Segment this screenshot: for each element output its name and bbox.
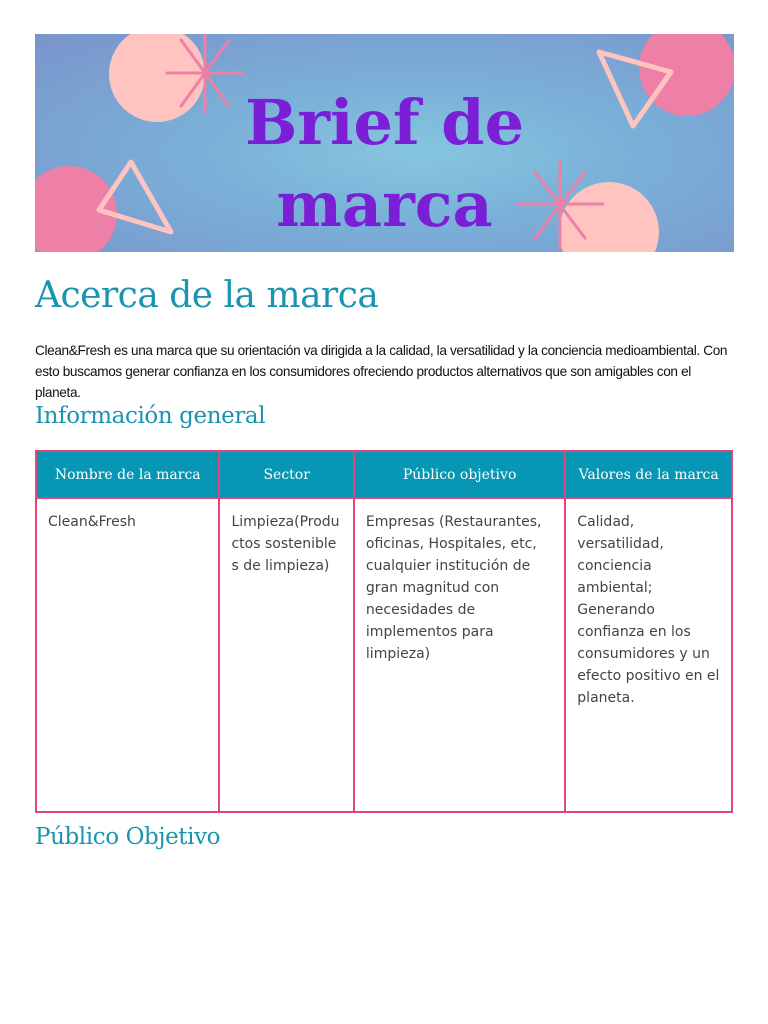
banner-title-line2: marca [276, 168, 493, 241]
table-header-row [36, 451, 732, 498]
column-header: Sector [219, 451, 353, 498]
column-header: Nombre de la marca [36, 451, 219, 498]
table-cell-brand-name: Clean&Fresh [36, 498, 219, 812]
banner-title [35, 82, 734, 246]
table-cell-target-audience: Empresas (Restaurantes, oficinas, Hospitales, etc, cualquier institución de gran magnitud con necesidades de implementos para limpieza) [354, 498, 565, 812]
intro-paragraph: Clean&Fresh es una marca que su orientación va dirigida a la calidad, la versatilidad y la conciencia medioambiental. Con esto buscamos generar confianza en los consumidores ofreciendo productos alternativos que son amigables con el planeta. [35, 343, 728, 400]
banner-title-line1: Brief de [244, 86, 525, 159]
page-title: Acerca de la marca [35, 275, 379, 316]
table-cell-brand-values: Calidad, versatilidad, conciencia ambiental; Generando confianza en los consumidores y un efecto positivo en el planeta. [565, 498, 732, 812]
column-header: Público objetivo [354, 451, 565, 498]
table-cell-sector: Limpieza(Productos sostenibles de limpieza) [219, 498, 353, 812]
general-info-heading: Información general [35, 403, 266, 429]
target-audience-heading: Público Objetivo [35, 824, 221, 850]
header-banner [35, 34, 734, 252]
table-row [36, 498, 732, 812]
column-header: Valores de la marca [565, 451, 732, 498]
brand-info-table [35, 450, 733, 813]
